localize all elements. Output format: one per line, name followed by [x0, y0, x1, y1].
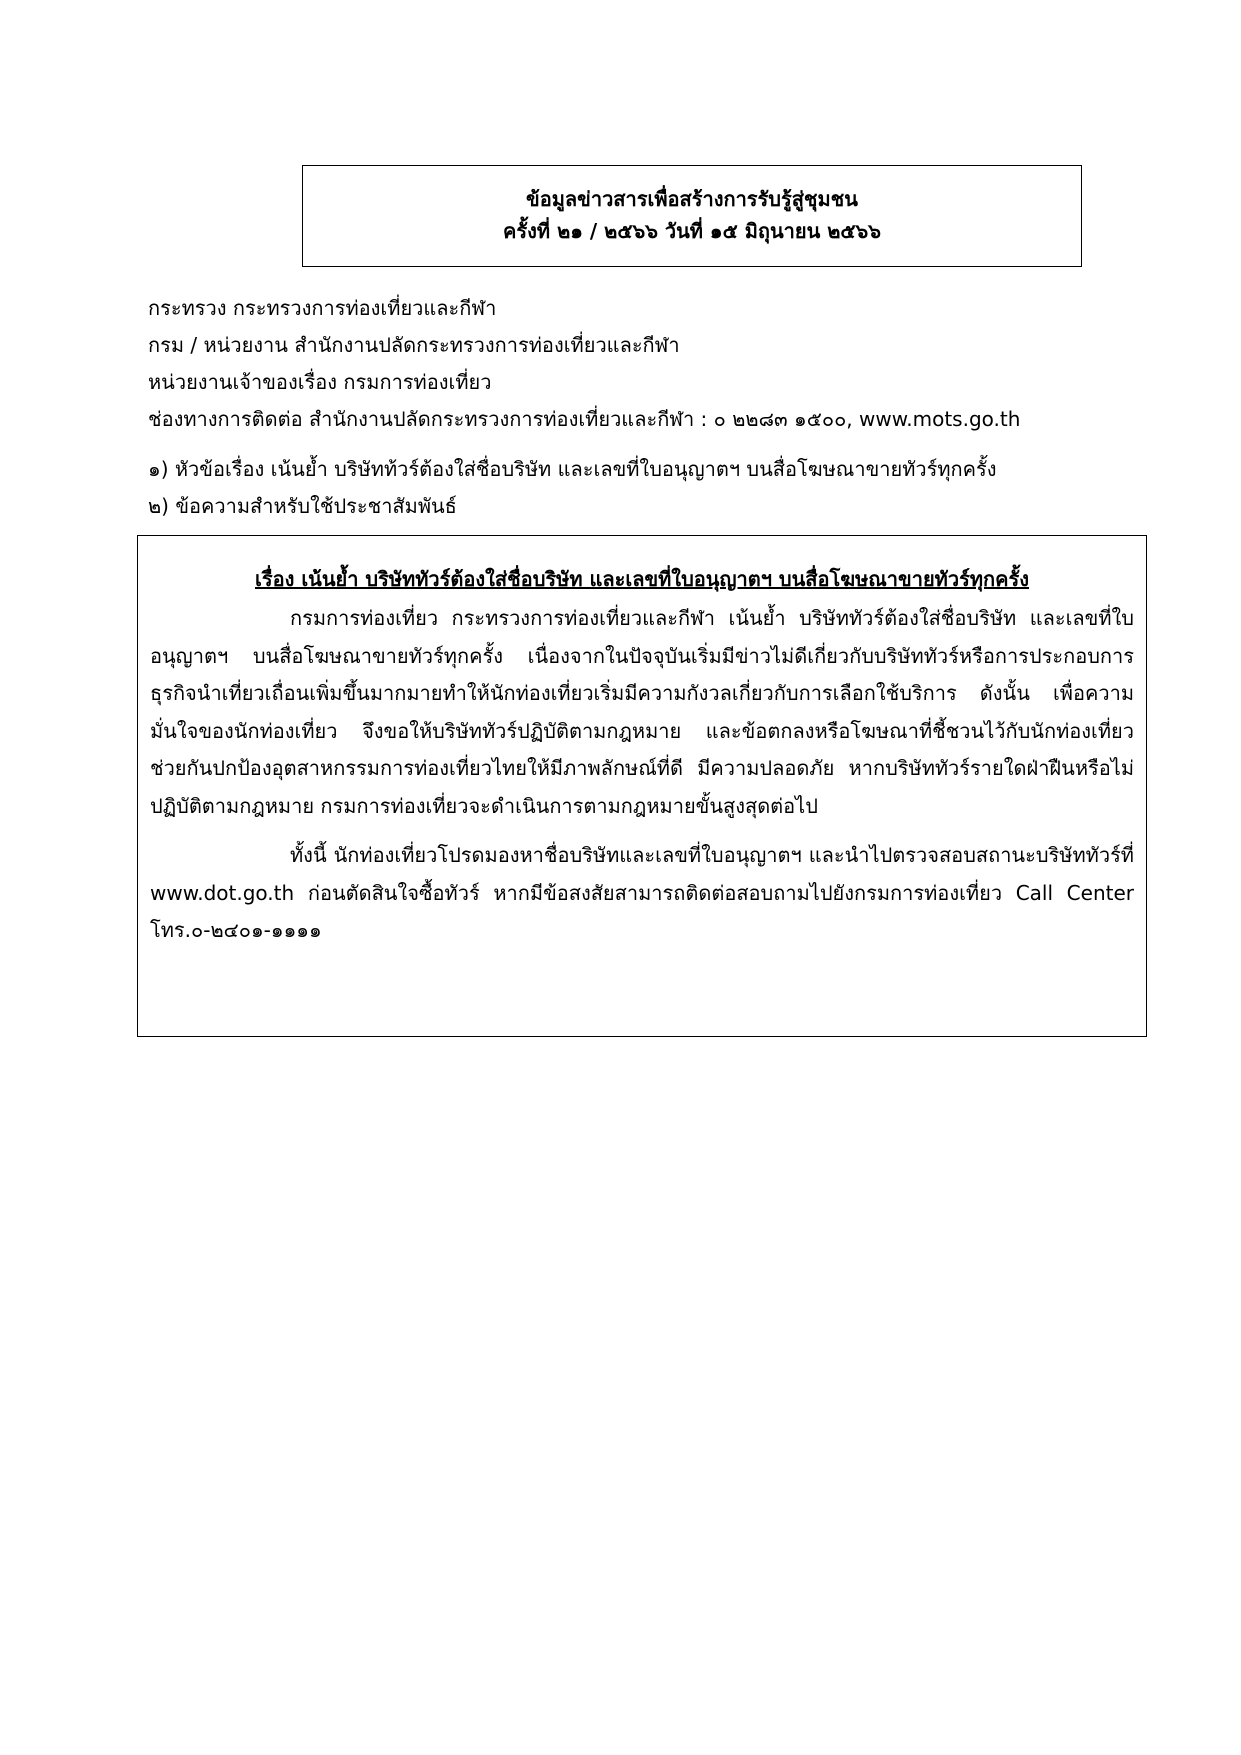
header-issue-date: ครั้งที่ ๒๑ / ๒๕๖๖ วันที่ ๑๕ มิถุนายน ๒๕๖๖: [503, 219, 881, 243]
info-ministry: กระทรวง กระทรวงการท่องเที่ยวและกีฬา: [148, 296, 497, 320]
topic-item-1: ๑) หัวข้อเรื่อง เน้นย้ำ บริษัทท้วร์ต้องใส่ชื่อบริษัท และเลขที่ใบอนุญาตฯ บนสื่อโฆษณาขายทัวร์ทุกครั้ง: [148, 457, 997, 481]
content-box: [137, 535, 1147, 1037]
info-department: กรม / หน่วยงาน สำนักงานปลัดกระทรวงการท่องเที่ยวและกีฬา: [148, 333, 680, 357]
info-contact: ช่องทางการติดต่อ สำนักงานปลัดกระทรวงการท่องเที่ยวและกีฬา : ๐ ๒๒๘๓ ๑๕๐๐, www.mots.go.th: [148, 407, 1021, 431]
content-title: เรื่อง เน้นย้ำ บริษัททัวร์ต้องใส่ชื่อบริษัท และเลขที่ใบอนุญาตฯ บนสื่อโฆษณาขายทัวร์ทุกครั้ง: [255, 567, 1029, 591]
header-box: [302, 165, 1082, 267]
info-block: [148, 290, 1108, 438]
topics-block: [148, 451, 1108, 525]
content-paragraph-1: กรมการท่องเที่ยว กระทรวงการท่องเที่ยวและกีฬา เน้นย้ำ บริษัททัวร์ต้องใส่ชื่อบริษัท และเลขที่ใบอนุญาตฯ บนสื่อโฆษณาขายทัวร์ทุกครั้ง เนื่องจากในปัจจุบันเริ่มมีข่าวไม่ดีเกี่ยวกับบริษัททัวร์หรือการประกอบการธุรกิจนำเที่ยวเถื่อนเพิ่มขึ้นมากมายทำให้นักท่องเที่ยวเริ่มมีความกังวลเกี่ยวกับการเลือกใช้บริการ ดังนั้น เพื่อความมั่นใจของนักท่องเที่ยว จึงขอให้บริษัททัวร์ปฏิบัติตามกฎหมาย และข้อตกลงหรือโฆษณาที่ชี้ชวนไว้กับนักท่องเที่ยว ช่วยกันปกป้องอุตสาหกรรมการท่องเที่ยวไทยให้มีภาพลักษณ์ที่ดี มีความปลอดภัย หากบริษัททัวร์รายใดฝ่าฝืนหรือไม่ปฏิบัติตามกฎหมาย กรมการท่องเที่ยวจะดำเนินการตามกฎหมายขั้นสูงสุดต่อไป: [150, 606, 1134, 818]
topic-item-2: ๒) ข้อความสำหรับใช้ประชาสัมพันธ์: [148, 494, 457, 518]
header-title: ข้อมูลข่าวสารเพื่อสร้างการรับรู้สู่ชุมชน: [526, 187, 858, 211]
info-owner-unit: หน่วยงานเจ้าของเรื่อง กรมการท่องเที่ยว: [148, 370, 492, 394]
content-paragraph-2: ทั้งนี้ นักท่องเที่ยวโปรดมองหาชื่อบริษัทและเลขที่ใบอนุญาตฯ และนำไปตรวจสอบสถานะบริษัททัวร์ที่ www.dot.go.th ก่อนตัดสินใจซื้อทัวร์ หากมีข้อสงสัยสามารถติดต่อสอบถามไปยังกรมการท่องเที่ยว Call Center โทร.๐-๒๔๐๑-๑๑๑๑: [150, 843, 1134, 942]
